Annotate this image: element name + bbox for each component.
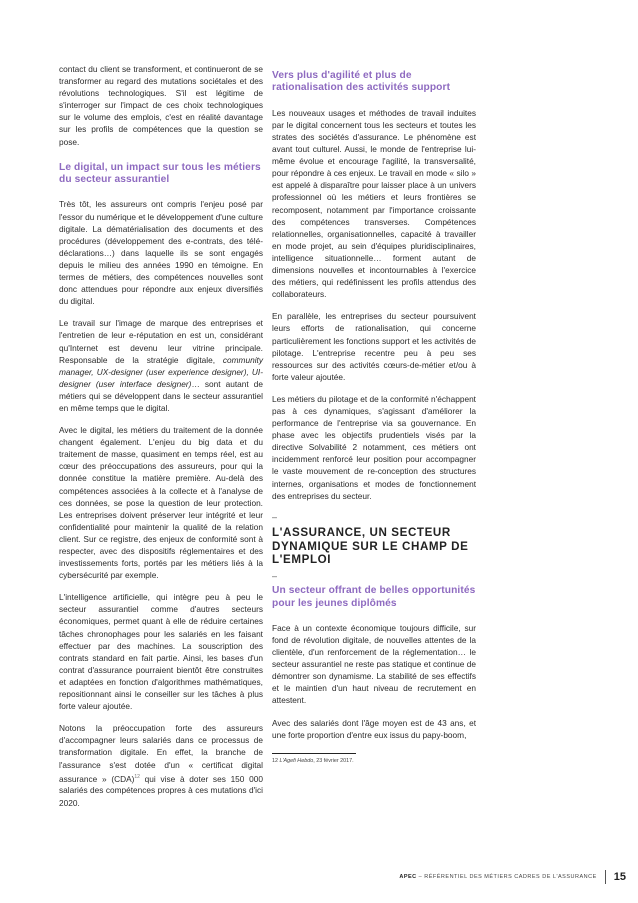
digital-paragraph-5: Notons la préoccupation forte des assureurs d'accompagner leurs salariés dans ce processus de transformation digitale. En effet, la branche de l'assurance s'est dotée d'un « certificat digital assurance » (CDA)$^{12}$ qui vise à doter ses 150 000 salariés des compétences propres à ces mutations d'ici 2020. [59,723,263,808]
right-column [272,70,476,765]
opportunities-paragraph-2: Avec des salariés dont l'âge moyen est de 43 ans, et une forte proportion d'entre eux issus du papy-boom, [272,717,476,740]
section-dash-top: – [272,511,278,522]
digital-paragraph-1: Très tôt, les assureurs ont compris l'enjeu posé par l'essor du numérique et le développement d'une culture digitale. La dématérialisation des documents et des procédures (développement des e-contrats, des télé-déclarations…) dans laquelle ils se sont engagés depuis le milieu des années 1990 en témoigne. En termes de métiers, des compétences nouvelles sont donc attendues pour répondre aux enjeux diversifiés du digital. [59,199,263,307]
footnote-source: L'Agefi Hebdo [279,757,314,764]
intro-paragraph: contact du client se transforment, et continueront de se transformer au regard des mutations sociétales et des révolutions technologiques. S'il est légitime de s'interroger sur l'impact de ces choix technologiques sur le volume des emplois, c'est en réalité davantage sur les profils de compétences que la question se pose. [59,64,263,147]
digital-jobs-list: community manager, UX-designer (user experience designer), UI-designer (user interface designer) [59,354,263,389]
footnote-marker: 12 [134,773,140,780]
digital-impact-heading: Le digital, un impact sur tous les métiers du secteur assurantiel [59,161,261,186]
footnote-date: , 23 février 2017. [313,757,354,764]
digital-paragraph-3: Avec le digital, les métiers du traitement de la donnée changent également. L'enjeu du big data et du traitement de masse, quasiment en temps réel, est au cœur des préoccupations des assureurs, pour qui la donnée constitue la matière première. Au-delà des compétences associées à la collecte et à l'analyse de ces données, se pose la question de leur protection. Les entreprises doivent préserver leur intégrité et leur confidentialité pour maintenir la qualité de la relation client. Sur ce registre, des enjeux de conformité sont à respecter, avec des dispositifs réglementaires et des investissements forts, portés par les métiers liés à la cybersécurité par exemple. [59,425,263,581]
agility-paragraph-1: Les nouveaux usages et méthodes de travail induites par le digital concernent tous les secteurs et toutes les strates des sociétés d'assurance. Le phénomène est avant tout culturel. Aussi, le monde de l'entreprise lui-même évolue et encourage l'agilité, la transversalité, pour répondre à ces enjeux. Le travail en mode « silo » est appelé à disparaître pour laisser place à un univers professionnel où les métiers et leurs frontières se recomposent, notamment par l'importance croissante des compétences transverses. Compétences relationnelles, organisationnelles, capacité à travailler en mode projet, au sein d'équipes pluridisciplinaires, intelligence situationnelle… forment autant de dimensions nouvelles et incontournables à l'exercice des métiers, qui redéfinissent les profils attendus des collaborateurs. [272,107,476,300]
agility-heading: Vers plus d'agilité et plus de rationalisation des activités support [272,70,451,94]
section-title: L'ASSURANCE, UN SECTEUR DYNAMIQUE SUR LE CHAMP DE L'EMPLOI [272,525,469,567]
footnote [272,758,476,765]
digital-paragraph-2: Le travail sur l'image de marque des entreprises et l'entretien de leur e-réputation en est un, considérant qu'Internet est devenu leur vitrine principale. Responsable de la stratégie digitale, community manager, UX-designer (user experience designer), UI-designer (user interface designer)… sont autant de métiers qui se développent dans le secteur assurantiel en même temps que le digital. [59,318,263,413]
footer-divider [605,870,606,884]
section-dash-bottom: – [272,571,278,582]
opportunities-heading: Un secteur offrant de belles opportunités pour les jeunes diplômés [272,585,476,609]
agility-paragraph-2: En parallèle, les entreprises du secteur poursuivent leurs efforts de rationalisation, qui concerne particulièrement les fonctions support et les activités de pilotage. L'entreprise recentre peu à peu ses ressources sur des activités cœurs-de-métier et/ou à forte valeur ajoutée. [272,311,476,382]
opportunities-paragraph-1: Face à un contexte économique toujours difficile, sur fond de révolution digitale, de nouvelles attentes de la clientèle, d'un renforcement de la réglementation… le secteur assurantiel ne reste pas statique et continue de démontrer son dynamisme. La stabilité de ses effectifs et le maintien d'un haut niveau de recrutement en attestent. [272,622,476,706]
left-column [59,63,263,819]
digital-paragraph-4: L'intelligence artificielle, qui intègre peu à peu le secteur assurantiel comme d'autres secteurs économiques, permet quant à elle de réduire certaines tâches chronophages pour les salariés en les faisant effectuer par des machines. La souscription des contrats standard en fait partie. Ainsi, les bases d'un contrat d'assurance pourraient bientôt être construites et adaptées en fonction d'algorithmes mathématiques, repositionnant ainsi le conseiller sur les tâches à plus forte valeur ajoutée. [59,592,263,712]
footnote-divider [272,753,356,754]
footer-title: APEC – RÉFÉRENTIEL DES MÉTIERS CADRES DE L'ASSURANCE [399,874,597,880]
page-number: 15 [613,871,626,883]
page-footer [392,870,626,884]
agility-paragraph-3: Les métiers du pilotage et de la conformité n'échappent pas à ces dynamiques, s'agissant d'améliorer la performance de l'entreprise via sa gouvernance. En phase avec les objectifs prudentiels visés par la directive Solvabilité 2 notamment, ces métiers ont incidemment renforcé leur position pour accompagner le vaste mouvement de re-conception des structures internes, organisations et modes de fonctionnement des entreprises du secteur. [272,393,476,501]
footnote-number: 12 [272,757,278,764]
